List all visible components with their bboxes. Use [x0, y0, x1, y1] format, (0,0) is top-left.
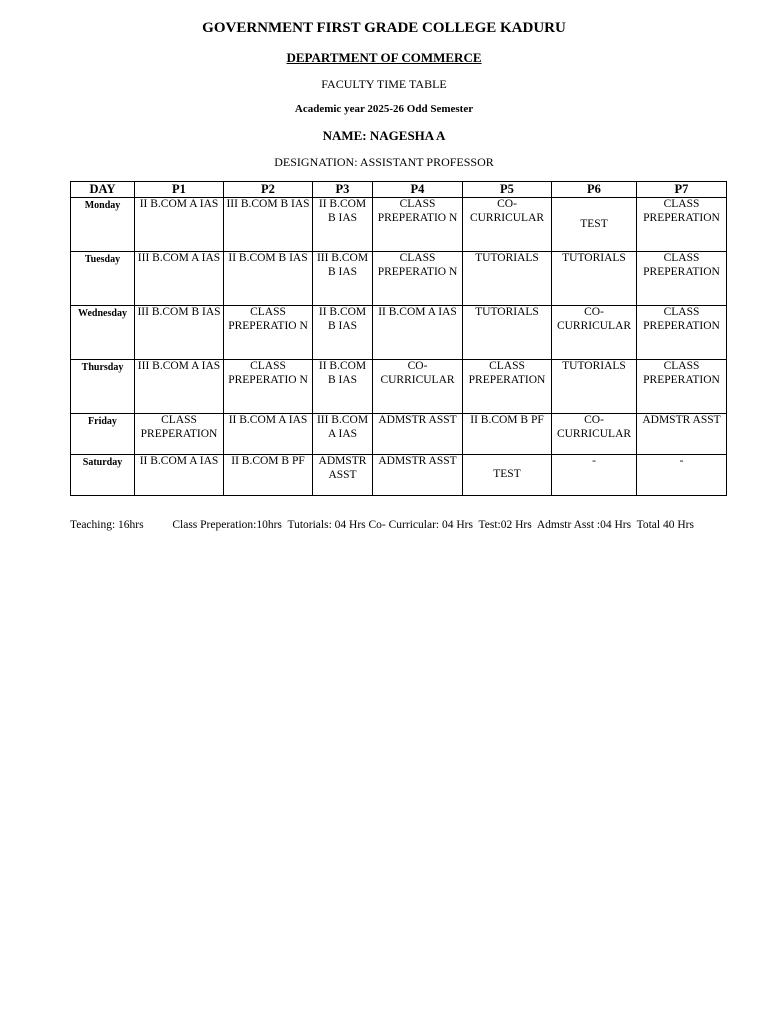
timetable: [70, 181, 727, 496]
period-cell: CLASS PREPERATIO N: [224, 360, 313, 414]
period-cell: II B.COM B IAS: [313, 360, 373, 414]
period-cell: CO- CURRICULAR: [552, 306, 637, 360]
period-cell: CLASS PREPERATIO N: [224, 306, 313, 360]
period-cell: III B.COM A IAS: [135, 360, 224, 414]
department-title: DEPARTMENT OF COMMERCE: [286, 50, 482, 65]
period-cell: CO- CURRICULAR: [552, 414, 637, 455]
period-cell: ADMSTR ASST: [637, 414, 727, 455]
period-cell: TUTORIALS: [463, 306, 552, 360]
period-cell: -: [552, 455, 637, 496]
faculty-name: NAME: NAGESHA A: [322, 128, 446, 143]
period-cell: II B.COM B PF: [224, 455, 313, 496]
admin-hours: Admstr Asst :04 Hrs: [536, 519, 632, 531]
period-cell: CLASS PREPERATION: [637, 306, 727, 360]
col-header-day: DAY: [71, 182, 135, 198]
co-curricular-hours: Co- Curricular: 04 Hrs: [368, 519, 473, 531]
class-prep-hours: Class Preperation:10hrs: [172, 519, 282, 531]
period-cell: TEST: [552, 198, 637, 252]
col-header-p7: P7: [637, 182, 727, 198]
period-cell: III B.COM A IAS: [135, 252, 224, 306]
designation: DESIGNATION: ASSISTANT PROFESSOR: [274, 155, 494, 169]
header-row: [71, 182, 727, 198]
day-cell: Tuesday: [71, 252, 135, 306]
total-hours: Total 40 Hrs: [636, 519, 694, 531]
row-wednesday: [71, 306, 727, 360]
col-header-p5: P5: [463, 182, 552, 198]
period-cell: III B.COM B IAS: [313, 252, 373, 306]
tutorial-hours: Tutorials: 04 Hrs: [287, 519, 366, 531]
day-cell: Monday: [71, 198, 135, 252]
period-cell: CLASS PREPERATIO N: [373, 198, 463, 252]
period-cell: CLASS PREPERATION: [637, 252, 727, 306]
col-header-p6: P6: [552, 182, 637, 198]
col-header-p2: P2: [224, 182, 313, 198]
timetable-heading: FACULTY TIME TABLE: [321, 77, 447, 91]
period-cell: ADMSTR ASST: [313, 455, 373, 496]
period-cell: CLASS PREPERATION: [135, 414, 224, 455]
period-cell: TEST: [463, 455, 552, 496]
period-cell: CO- CURRICULAR: [373, 360, 463, 414]
row-friday: [71, 414, 727, 455]
period-cell: ADMSTR ASST: [373, 414, 463, 455]
period-cell: III B.COM B IAS: [224, 198, 313, 252]
period-cell: II B.COM B IAS: [224, 252, 313, 306]
day-cell: Saturday: [71, 455, 135, 496]
workload-summary: [70, 519, 694, 531]
period-cell: III B.COM B IAS: [135, 306, 224, 360]
academic-year: Academic year 2025-26 Odd Semester: [294, 103, 474, 115]
period-cell: CO- CURRICULAR: [463, 198, 552, 252]
day-cell: Thursday: [71, 360, 135, 414]
period-cell: TUTORIALS: [552, 360, 637, 414]
period-cell: II B.COM A IAS: [135, 198, 224, 252]
period-cell: CLASS PREPERATION: [637, 198, 727, 252]
period-cell: II B.COM B IAS: [313, 306, 373, 360]
day-cell: Wednesday: [71, 306, 135, 360]
row-saturday: [71, 455, 727, 496]
row-monday: [71, 198, 727, 252]
test-hours: Test:02 Hrs: [478, 519, 532, 531]
period-cell: II B.COM A IAS: [373, 306, 463, 360]
period-cell: III B.COM A IAS: [313, 414, 373, 455]
period-cell: TUTORIALS: [552, 252, 637, 306]
period-cell: II B.COM B PF: [463, 414, 552, 455]
period-cell: II B.COM A IAS: [135, 455, 224, 496]
period-cell: TUTORIALS: [463, 252, 552, 306]
col-header-p1: P1: [135, 182, 224, 198]
row-thursday: [71, 360, 727, 414]
col-header-p3: P3: [313, 182, 373, 198]
period-cell: II B.COM B IAS: [313, 198, 373, 252]
period-cell: CLASS PREPERATIO N: [373, 252, 463, 306]
period-cell: II B.COM A IAS: [224, 414, 313, 455]
college-title: GOVERNMENT FIRST GRADE COLLEGE KADURU: [202, 20, 566, 36]
period-cell: CLASS PREPERATION: [463, 360, 552, 414]
col-header-p4: P4: [373, 182, 463, 198]
period-cell: CLASS PREPERATION: [637, 360, 727, 414]
teaching-hours: Teaching: 16hrs: [70, 519, 144, 531]
period-cell: ADMSTR ASST: [373, 455, 463, 496]
day-cell: Friday: [71, 414, 135, 455]
period-cell: -: [637, 455, 727, 496]
row-tuesday: [71, 252, 727, 306]
